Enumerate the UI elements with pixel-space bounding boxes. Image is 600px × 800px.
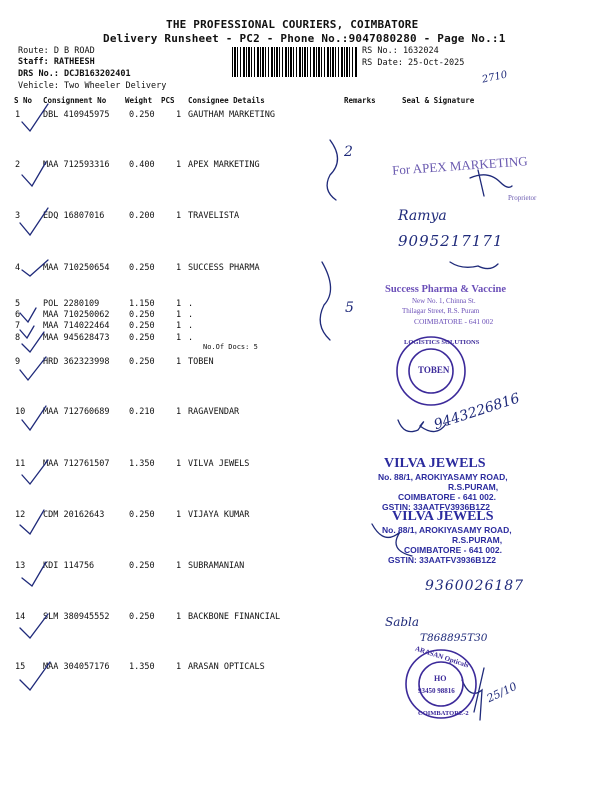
row-consignee: SUBRAMANIAN	[188, 561, 245, 571]
tick-mark	[22, 104, 48, 131]
row-consignee: TOBEN	[188, 357, 214, 367]
row-weight: 0.250	[129, 110, 155, 120]
row-sno: 14	[15, 612, 26, 622]
row-consignment: MAA 710250062	[43, 310, 110, 320]
row-weight: 1.150	[129, 299, 155, 309]
row-sno: 5	[15, 299, 21, 309]
col-consignment: Consignment No	[43, 96, 107, 105]
col-weight: Weight	[125, 96, 153, 105]
vilva-stamp-line: COIMBATORE - 641 002.	[398, 492, 496, 502]
col-consignee: Consignee Details	[188, 96, 265, 105]
row-consignment: MAA 712760689	[43, 407, 110, 417]
row-sno: 12	[15, 510, 26, 520]
vilva-stamp-line: No. 88/1, AROKIYASAMY ROAD,	[378, 472, 508, 482]
corner-note: 2710	[481, 69, 509, 86]
row-weight: 0.210	[129, 407, 155, 417]
row-consignee: TRAVELISTA	[188, 211, 240, 221]
tick-mark	[22, 332, 44, 352]
row-sno: 7	[15, 321, 21, 331]
tick-mark	[22, 562, 46, 586]
vilva-stamp-gst: GSTIN: 33AATFV3936B1Z2	[388, 555, 497, 565]
drs-number: DRS No.: DCJB163202401	[18, 69, 131, 79]
row-pcs: 1	[176, 333, 182, 343]
row-sno: 11	[15, 459, 26, 469]
col-sno: S No	[14, 96, 33, 105]
row-consignment: MAA 945628473	[43, 333, 110, 343]
delivery-date: 25/10	[484, 679, 519, 706]
row-pcs: 1	[176, 561, 182, 571]
row-consignment: HRD 362323998	[43, 357, 110, 367]
logistics-stamp-center: TOBEN	[418, 365, 450, 375]
remark-number: 5	[345, 300, 354, 316]
vilva-stamp-name: VILVA JEWELS	[392, 509, 494, 524]
row-sno: 15	[15, 662, 26, 672]
row-pcs: 1	[176, 160, 182, 170]
row-consignee: .	[188, 299, 194, 309]
tick-mark	[20, 326, 34, 338]
row-pcs: 1	[176, 310, 182, 320]
row-consignment: SLM 380945552	[43, 612, 110, 622]
tick-mark	[20, 614, 48, 638]
row-sno: 3	[15, 211, 21, 221]
row-sno: 1	[15, 110, 21, 120]
staff-label: Staff: RATHEESH	[18, 57, 95, 67]
row-consignment: EDQ 16807016	[43, 211, 105, 221]
col-pcs: PCS	[161, 96, 175, 105]
row-pcs: 1	[176, 459, 182, 469]
tick-mark	[20, 662, 50, 690]
rs-date: RS Date: 25-Oct-2025	[362, 58, 465, 68]
remark-number: 2	[344, 144, 353, 160]
row-consignment: MAA 710250654	[43, 263, 110, 273]
row-weight: 0.250	[129, 321, 155, 331]
vehicle-label: Vehicle: Two Wheeler Delivery	[18, 81, 167, 91]
row-sno: 9	[15, 357, 21, 367]
col-remarks: Remarks	[344, 96, 376, 105]
vilva-stamp-line: COIMBATORE - 641 002.	[404, 545, 502, 555]
row-weight: 0.400	[129, 160, 155, 170]
row-consignment: MAA 714022464	[43, 321, 110, 331]
receiver-phone: 9443226816	[432, 390, 522, 434]
row-consignee: ARASAN OPTICALS	[188, 662, 265, 672]
row-sno: 6	[15, 310, 21, 320]
row-weight: 0.250	[129, 357, 155, 367]
row-consignee: SUCCESS PHARMA	[188, 263, 260, 273]
row-pcs: 1	[176, 321, 182, 331]
row-sno: 2	[15, 160, 21, 170]
remark-brace	[327, 140, 337, 200]
row-weight: 0.250	[129, 612, 155, 622]
vilva-stamp-name: VILVA JEWELS	[384, 456, 486, 471]
row-sno: 4	[15, 263, 21, 273]
apex-stamp: For APEX MARKETING	[391, 153, 529, 178]
route-label: Route: D B ROAD	[18, 46, 95, 56]
row-consignment: KDI 114756	[43, 561, 95, 571]
row-weight: 0.250	[129, 510, 155, 520]
logistics-stamp-ring-text: LOGISTICS SOLUTIONS	[404, 339, 480, 346]
row-pcs: 1	[176, 510, 182, 520]
row-weight: 1.350	[129, 662, 155, 672]
row-pcs: 1	[176, 357, 182, 367]
row-consignment: MAA 304057176	[43, 662, 110, 672]
success-stamp-line: Thilagar Street, R.S. Puram	[402, 307, 480, 315]
row-sno: 8	[15, 333, 21, 343]
row-consignee: APEX MARKETING	[188, 160, 260, 170]
arasan-stamp-city: COIMBATORE-2	[418, 710, 469, 717]
row-consignment: MAA 712761507	[43, 459, 110, 469]
receiver-code: T868895T30	[420, 632, 488, 644]
row-pcs: 1	[176, 110, 182, 120]
row-pcs: 1	[176, 407, 182, 417]
success-stamp-line: New No. 1, Chinna St.	[412, 297, 476, 305]
signature-scribble	[450, 262, 498, 269]
row-weight: 0.250	[129, 310, 155, 320]
company-title: THE PROFESSIONAL COURIERS, COIMBATORE	[166, 18, 419, 31]
row-consignee: .	[188, 310, 194, 320]
apex-stamp-sub: Proprietor	[508, 194, 537, 202]
apex-signature	[470, 170, 512, 196]
receiver-name: Sabla	[385, 615, 420, 629]
vilva-stamp-line: R.S.PURAM,	[452, 535, 503, 545]
vilva-stamp	[382, 509, 572, 565]
row-consignee: VILVA JEWELS	[188, 459, 250, 469]
receiver-phone: 9095217171	[398, 232, 504, 250]
arasan-stamp-ring-text: ARASAN Opticals	[414, 644, 470, 670]
row-pcs: 1	[176, 662, 182, 672]
row-consignee: GAUTHAM MARKETING	[188, 110, 275, 120]
row-consignment: CDM 20162643	[43, 510, 105, 520]
arasan-stamp-phone: 93450 98816	[418, 687, 455, 695]
vilva-stamp-gst: GSTIN: 33AATFV3936B1Z2	[382, 502, 491, 512]
row-consignee: BACKBONE FINANCIAL	[188, 612, 281, 622]
tick-mark	[20, 308, 36, 322]
tick-mark	[20, 357, 46, 380]
row-weight: 1.350	[129, 459, 155, 469]
tick-mark	[22, 460, 48, 484]
row-consignment: POL 2280109	[43, 299, 100, 309]
vilva-stamp-line: R.S.PURAM,	[448, 482, 499, 492]
remark-brace	[320, 262, 330, 340]
row-weight: 0.200	[129, 211, 155, 221]
row-weight: 0.250	[129, 561, 155, 571]
vilva-stamp-line: No. 88/1, AROKIYASAMY ROAD,	[382, 525, 512, 535]
col-seal: Seal & Signature	[402, 96, 475, 105]
receiver-name: Ramya	[398, 208, 447, 224]
runsheet-subtitle: Delivery Runsheet - PC2 - Phone No.:9047080280 - Page No.:1	[103, 32, 506, 45]
tick-mark	[22, 162, 46, 186]
row-consignee: VIJAYA KUMAR	[188, 510, 250, 520]
row-consignee: .	[188, 333, 194, 343]
no-of-docs: No.Of Docs: 5	[203, 343, 258, 351]
arasan-stamp-inner	[419, 662, 463, 706]
row-pcs: 1	[176, 211, 182, 221]
row-pcs: 1	[176, 263, 182, 273]
tick-mark	[22, 260, 48, 276]
vilva-stamp	[378, 456, 568, 512]
arasan-stamp-ho: HO	[434, 674, 447, 683]
row-weight: 0.250	[129, 263, 155, 273]
row-pcs: 1	[176, 612, 182, 622]
receiver-phone: 9360026187	[425, 578, 525, 594]
tick-mark	[20, 208, 48, 235]
rs-number: RS No.: 1632024	[362, 46, 439, 56]
tick-mark	[20, 510, 44, 534]
row-consignee: RAGAVENDAR	[188, 407, 240, 417]
success-stamp-line: COIMBATORE - 641 002	[414, 317, 494, 326]
row-consignment: MAA 712593316	[43, 160, 110, 170]
row-weight: 0.250	[129, 333, 155, 343]
row-pcs: 1	[176, 299, 182, 309]
row-sno: 13	[15, 561, 26, 571]
row-consignment: DBL 410945975	[43, 110, 110, 120]
success-stamp-title: Success Pharma & Vaccine	[385, 284, 507, 295]
tick-mark	[22, 406, 46, 430]
row-consignee: .	[188, 321, 194, 331]
row-sno: 10	[15, 407, 26, 417]
